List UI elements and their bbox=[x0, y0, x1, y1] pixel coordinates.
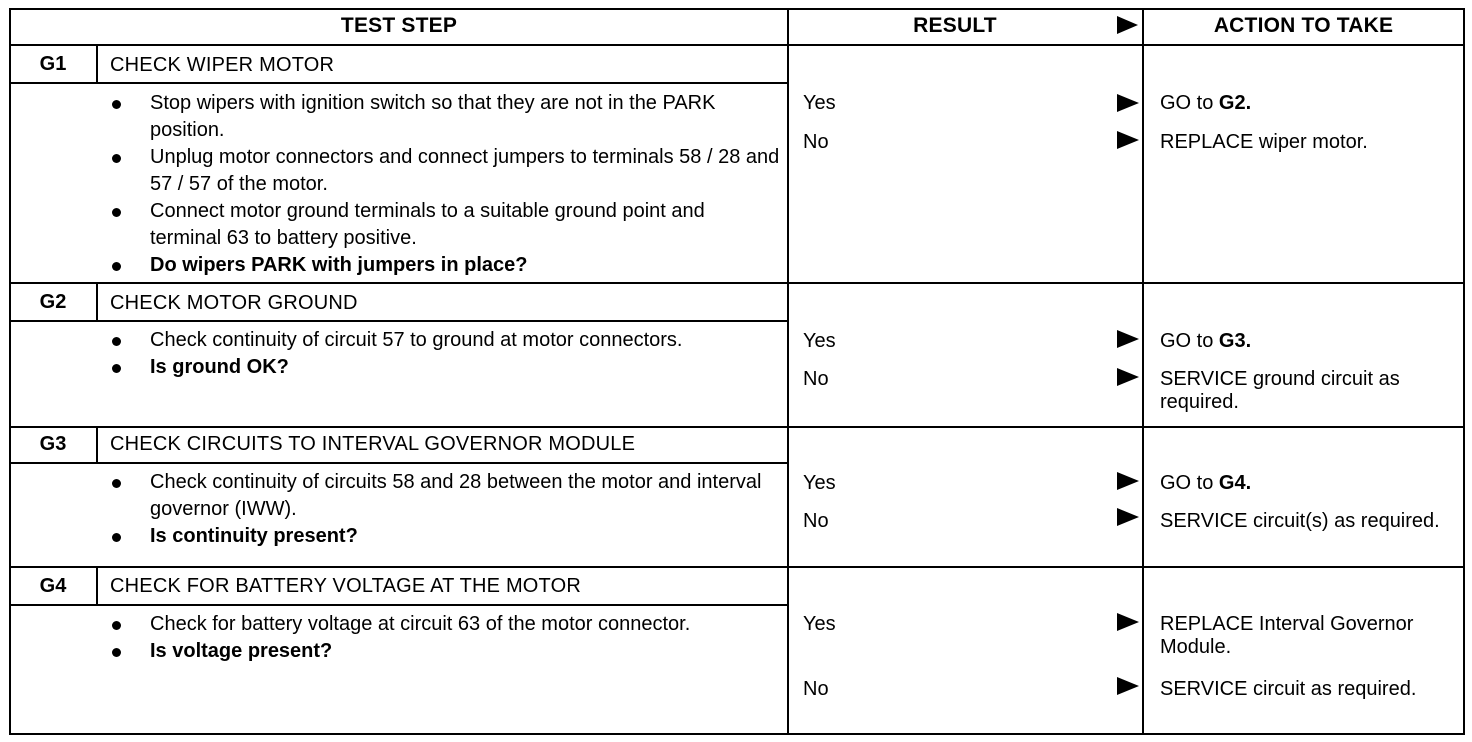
item-text: Connect motor ground terminals to a suitable ground point and terminal 63 to battery positive. bbox=[150, 200, 705, 249]
header-action: ACTION TO TAKE bbox=[1213, 14, 1394, 37]
header-result: RESULT bbox=[913, 14, 997, 37]
result-no: No bbox=[803, 131, 829, 153]
step-items bbox=[105, 327, 780, 381]
result-no: No bbox=[803, 678, 829, 700]
column-divider-result bbox=[787, 8, 789, 735]
bullet-icon bbox=[112, 479, 121, 488]
list-item bbox=[105, 144, 780, 198]
list-item bbox=[105, 327, 780, 354]
step-title: CHECK WIPER MOTOR bbox=[110, 54, 335, 76]
action-yes-step: G2. bbox=[1218, 92, 1252, 114]
step-id: G1 bbox=[39, 53, 67, 75]
action-yes bbox=[1160, 92, 1460, 115]
bullet-icon bbox=[112, 154, 121, 163]
header-arrow-icon bbox=[1117, 16, 1138, 34]
bullet-icon bbox=[112, 621, 121, 630]
list-item bbox=[105, 198, 780, 252]
no-arrow-icon bbox=[1117, 368, 1139, 386]
table-border-bottom bbox=[9, 733, 1465, 735]
step-title: CHECK CIRCUITS TO INTERVAL GOVERNOR MODULE bbox=[110, 433, 636, 455]
no-arrow-icon bbox=[1117, 677, 1139, 695]
action-no: SERVICE circuit as required. bbox=[1160, 678, 1417, 700]
bullet-icon bbox=[112, 208, 121, 217]
action-yes bbox=[1160, 330, 1460, 353]
action-yes-prefix: GO to bbox=[1160, 472, 1219, 494]
action-yes-prefix: GO to bbox=[1160, 330, 1219, 352]
result-yes: Yes bbox=[803, 330, 836, 352]
item-text: Check continuity of circuit 57 to ground at motor connectors. bbox=[150, 329, 683, 351]
id-divider-g1 bbox=[96, 45, 98, 83]
table-border-left bbox=[9, 8, 11, 735]
action-no: SERVICE circuit(s) as required. bbox=[1160, 510, 1440, 532]
question-text: Is ground OK? bbox=[150, 356, 289, 378]
result-yes: Yes bbox=[803, 613, 836, 635]
id-divider-g3 bbox=[96, 427, 98, 463]
action-no: SERVICE ground circuit as required. bbox=[1160, 368, 1400, 413]
bullet-icon bbox=[112, 262, 121, 271]
action-yes bbox=[1160, 472, 1460, 495]
list-item bbox=[105, 90, 780, 144]
header-divider bbox=[9, 44, 1465, 46]
action-yes: REPLACE Interval Governor Module. bbox=[1160, 613, 1414, 658]
step-separator-g4 bbox=[9, 566, 1465, 568]
question-item bbox=[105, 252, 780, 279]
result-no: No bbox=[803, 368, 829, 390]
no-arrow-icon bbox=[1117, 508, 1139, 526]
no-arrow-icon bbox=[1117, 131, 1139, 149]
step-items bbox=[105, 611, 780, 665]
step-separator-g2 bbox=[9, 282, 1465, 284]
action-yes-prefix: GO to bbox=[1160, 92, 1219, 114]
title-underline-g2 bbox=[9, 320, 789, 322]
question-text: Is voltage present? bbox=[150, 640, 333, 662]
step-id: G4 bbox=[39, 575, 67, 597]
table-border-top bbox=[9, 8, 1465, 10]
action-yes-step: G4. bbox=[1218, 472, 1252, 494]
action-no: REPLACE wiper motor. bbox=[1160, 131, 1368, 153]
id-divider-g4 bbox=[96, 567, 98, 605]
yes-arrow-icon bbox=[1117, 613, 1139, 631]
title-underline-g4 bbox=[9, 604, 789, 606]
title-underline-g1 bbox=[9, 82, 789, 84]
step-items bbox=[105, 469, 780, 550]
question-item bbox=[105, 523, 780, 550]
bullet-icon bbox=[112, 337, 121, 346]
action-yes-step: G3. bbox=[1218, 330, 1252, 352]
step-title: CHECK MOTOR GROUND bbox=[110, 292, 358, 314]
bullet-icon bbox=[112, 100, 121, 109]
column-divider-action bbox=[1142, 8, 1144, 735]
question-text: Is continuity present? bbox=[150, 525, 358, 547]
bullet-icon bbox=[112, 533, 121, 542]
item-text: Check for battery voltage at circuit 63 of the motor connector. bbox=[150, 613, 691, 635]
title-underline-g3 bbox=[9, 462, 789, 464]
step-items bbox=[105, 90, 780, 279]
step-id: G2 bbox=[39, 291, 67, 313]
yes-arrow-icon bbox=[1117, 94, 1139, 112]
result-yes: Yes bbox=[803, 92, 836, 114]
bullet-icon bbox=[112, 648, 121, 657]
step-separator-g3 bbox=[9, 426, 1465, 428]
id-divider-g2 bbox=[96, 283, 98, 321]
list-item bbox=[105, 611, 780, 638]
step-title: CHECK FOR BATTERY VOLTAGE AT THE MOTOR bbox=[110, 575, 582, 597]
item-text: Check continuity of circuits 58 and 28 between the motor and interval governor (IWW). bbox=[150, 471, 762, 520]
question-item bbox=[105, 638, 780, 665]
step-id: G3 bbox=[39, 433, 67, 455]
table-border-right bbox=[1463, 8, 1465, 735]
item-text: Stop wipers with ignition switch so that they are not in the PARK position. bbox=[150, 92, 716, 141]
header-test-step: TEST STEP bbox=[340, 14, 458, 37]
result-no: No bbox=[803, 510, 829, 532]
result-yes: Yes bbox=[803, 472, 836, 494]
yes-arrow-icon bbox=[1117, 472, 1139, 490]
list-item bbox=[105, 469, 780, 523]
item-text: Unplug motor connectors and connect jumpers to terminals 58 / 28 and 57 / 57 of the motor. bbox=[150, 146, 780, 195]
question-text: Do wipers PARK with jumpers in place? bbox=[150, 254, 528, 276]
question-item bbox=[105, 354, 780, 381]
yes-arrow-icon bbox=[1117, 330, 1139, 348]
bullet-icon bbox=[112, 364, 121, 373]
